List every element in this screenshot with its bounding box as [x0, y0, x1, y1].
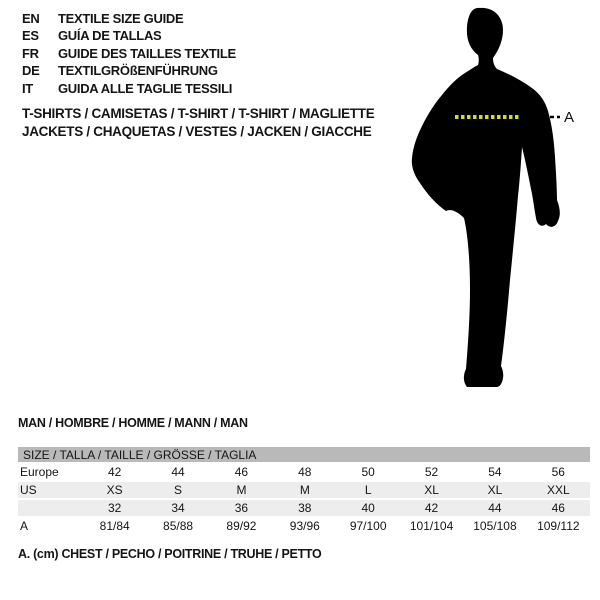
category-line-tshirts: T-SHIRTS / CAMISETAS / T-SHIRT / T-SHIRT / MAGLIETTE: [22, 106, 375, 121]
size-value: XXL: [546, 483, 570, 497]
table-row-us-numeric: [18, 500, 590, 516]
size-value: 32: [108, 501, 122, 515]
language-title: GUIDA ALLE TAGLIE TESSILI: [58, 80, 233, 96]
size-value: 34: [171, 501, 185, 515]
size-value: 42: [424, 501, 439, 515]
size-value: 46: [551, 501, 565, 515]
size-value: 44: [171, 465, 185, 479]
size-value: 56: [551, 465, 565, 479]
size-value: 101/104: [409, 519, 454, 533]
size-value: 93/96: [289, 519, 320, 533]
language-row-de: [22, 62, 236, 79]
size-value: 50: [361, 465, 375, 479]
category-line-jackets: JACKETS / CHAQUETAS / VESTES / JACKEN / GIACCHE: [22, 124, 372, 139]
size-value: XL: [487, 483, 503, 497]
language-row-es: [22, 27, 236, 44]
language-row-fr: [22, 45, 236, 62]
size-value: 85/88: [163, 519, 194, 533]
language-code: DE: [22, 63, 40, 79]
size-value: 36: [234, 501, 249, 515]
row-label: A: [20, 519, 29, 533]
size-value: 89/92: [226, 519, 257, 533]
language-title: GUIDE DES TAILLES TEXTILE: [58, 45, 236, 61]
size-table-header: SIZE / TALLA / TAILLE / GRÖSSE / TAGLIA: [18, 447, 590, 462]
language-code: FR: [22, 45, 39, 61]
table-row-chest-cm: [18, 518, 590, 534]
size-value: 52: [424, 465, 439, 479]
language-title: GUÍA DE TALLAS: [58, 28, 162, 44]
language-code: EN: [22, 11, 40, 26]
size-table: [18, 447, 590, 534]
garment-categories: [22, 105, 374, 141]
size-value: M: [299, 483, 310, 497]
size-value: L: [364, 483, 372, 497]
language-row-en: [22, 10, 236, 27]
man-silhouette-icon: [400, 0, 600, 400]
size-value: M: [236, 483, 247, 497]
man-silhouette-figure: [400, 0, 600, 400]
language-code: ES: [22, 28, 39, 44]
language-guide-block: [22, 10, 236, 97]
row-label: US: [20, 483, 37, 497]
measure-label-a: A: [564, 109, 575, 126]
language-title: TEXTILGRÖßENFÜHRUNG: [58, 63, 218, 79]
size-value: 81/84: [99, 519, 130, 533]
measurement-footnote: A. (cm) CHEST / PECHO / POITRINE / TRUHE / PETTO: [18, 547, 322, 561]
size-value: 38: [298, 501, 312, 515]
size-value: 40: [361, 501, 375, 515]
size-value: S: [174, 483, 183, 497]
table-row-us: [18, 482, 590, 498]
size-value: 105/108: [473, 519, 517, 533]
table-section-title: MAN / HOMBRE / HOMME / MANN / MAN: [18, 416, 248, 430]
size-value: 97/100: [349, 519, 387, 533]
size-value: 109/112: [537, 519, 580, 533]
size-value: 44: [488, 501, 502, 515]
man-silhouette-path: [412, 8, 560, 387]
size-value: 46: [234, 465, 249, 479]
row-label: Europe: [20, 465, 59, 479]
table-row-europe: [18, 464, 590, 480]
size-value: 42: [108, 465, 122, 479]
size-value: XL: [424, 483, 439, 497]
language-row-it: [22, 80, 236, 97]
size-value: 48: [298, 465, 312, 479]
size-value: XS: [106, 483, 123, 497]
language-code: IT: [22, 80, 33, 96]
language-title: TEXTILE SIZE GUIDE: [58, 11, 184, 26]
size-value: 54: [488, 465, 502, 479]
